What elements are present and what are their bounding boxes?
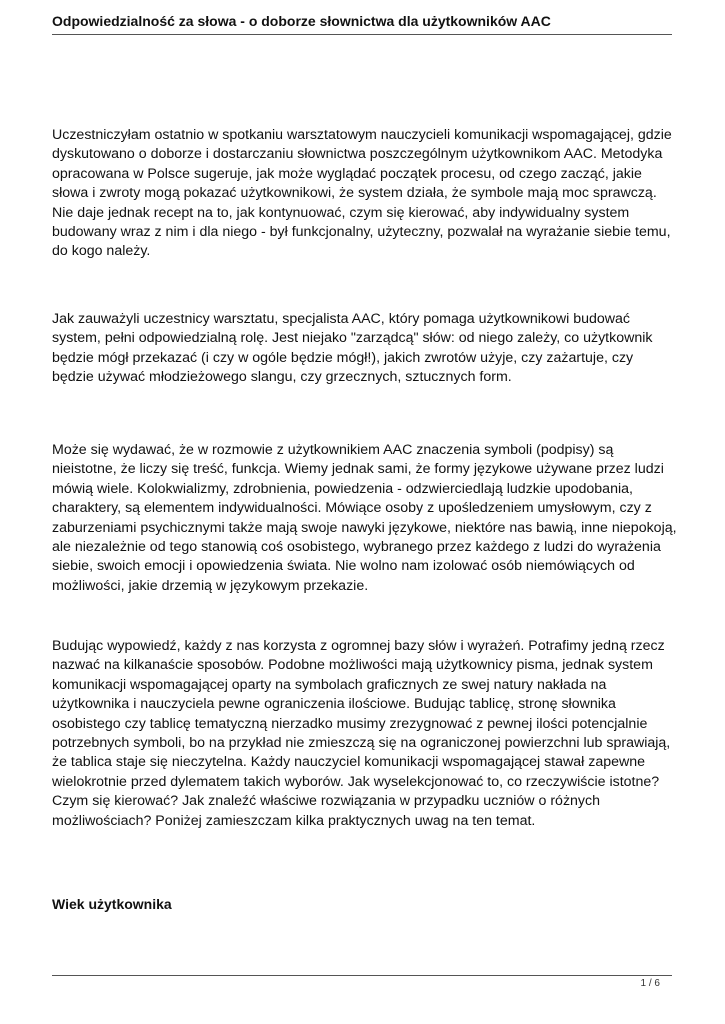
header-divider (52, 34, 672, 35)
page-number: 1 / 6 (640, 978, 660, 989)
footer-divider (52, 975, 672, 976)
paragraph-3: Może się wydawać, że w rozmowie z użytkownikiem AAC znaczenia symboli (podpisy) są nieistotne, że liczy się treść, funkcja. Wiemy jednak sami, że formy językowe używane przez ludzi mówią wiele. Kolokwializmy, zdrobnienia, powiedzenia - odzwierciedlają ludzkie upodobania, charaktery, są elementem indywidualności. Mówiące osoby z upośledzeniem umysłowym, czy z zaburzeniami psychicznymi także mają swoje nawyki językowe, niektóre nas bawią, inne niepokoją, ale niezależnie od tego stanowią coś osobistego, wybranego przez każdego z ludzi do wyrażenia siebie, swoich emocji i opowiedzenia świata. Nie wolno nam izolować osób niemówiących od możliwości, jakie drzemią w językowym przekazie. (52, 442, 677, 594)
document-header-title: Odpowiedzialność za słowa - o doborze słownictwa dla użytkowników AAC (52, 13, 551, 29)
paragraph-4: Budując wypowiedź, każdy z nas korzysta z ogromnej bazy słów i wyrażeń. Potrafimy jedną rzecz nazwać na kilkanaście sposobów. Podobne możliwości mają użytkownicy pisma, jednak system komunikacji wspomagającej oparty na symbolach graficznych ze swej natury nakłada na użytkownika i nauczyciela pewne ograniczenia ilościowe. Budując tablicę, stronę słownika osobistego czy tablicę tematyczną nierzadko musimy zrezygnować z pewnej ilości potencjalnie potrzebnych symboli, bo na przykład nie zmieszczą się na ograniczonej powierzchni lub sprawiają, że tablica staje się nieczytelna. Każdy nauczyciel komunikacji wspomagającej stawał zapewne wielokrotnie przed dylematem takich wyborów. Jak wyselekcjonować to, co rzeczywiście istotne? Czym się kierować? Jak znaleźć właściwe rozwiązania w przypadku uczniów o różnych możliwościach? Poniżej zamieszczam kilka praktycznych uwag na ten temat. (52, 638, 671, 829)
paragraph-2: Jak zauważyli uczestnicy warsztatu, specjalista AAC, który pomaga użytkownikowi budować system, pełni odpowiedzialną rolę. Jest niejako "zarządcą" słów: od niego zależy, co użytkownik będzie mógł przekazać (i czy w ogóle będzie mógł!), jakich zwrotów użyje, czy zażartuje, czy będzie używać młodzieżowego slangu, czy grzecznych, sztucznych form. (52, 311, 653, 386)
section-heading: Wiek użytkownika (52, 896, 172, 912)
paragraph-1: Uczestniczyłam ostatnio w spotkaniu warsztatowym nauczycieli komunikacji wspomagającej, gdzie dyskutowano o doborze i dostarczaniu słownictwa poszczególnym użytkownikom AAC. Metodyka opracowana w Polsce sugeruje, jak może wyglądać początek procesu, od czego zacząć, jakie słowa i zwroty mogą pokazać użytkownikowi, że system działa, że symbole mają moc sprawczą. Nie daje jednak recept na to, jak kontynuować, czym się kierować, aby indywidualny system budowany wraz z nim i dla niego - był funkcjonalny, użyteczny, pozwalał na wyrażanie siebie temu, do kogo należy. (52, 127, 672, 260)
